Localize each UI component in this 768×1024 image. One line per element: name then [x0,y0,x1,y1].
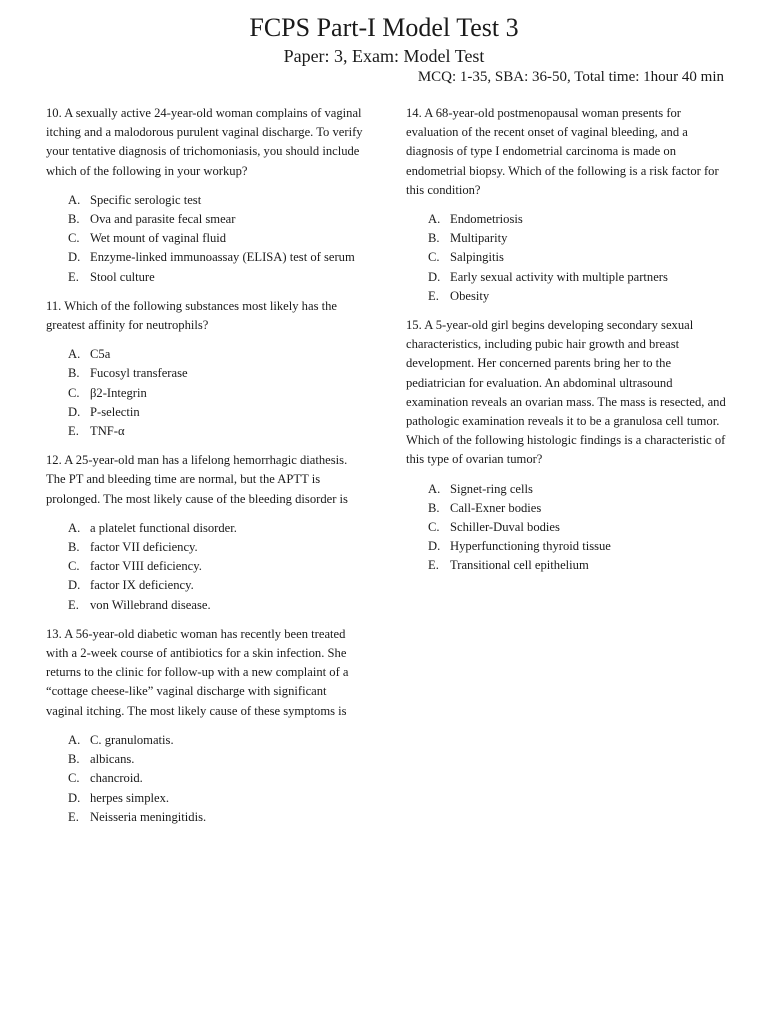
option-text: von Willebrand disease. [90,597,211,612]
option-item [68,789,364,808]
option-text: factor VII deficiency. [90,540,198,555]
option-text: Hyperfunctioning thyroid tissue [450,539,611,554]
option-item [428,229,728,248]
option-text: P-selectin [90,404,140,419]
option-text: Neisseria meningitidis. [90,809,207,824]
option-item [428,248,728,267]
question-11 [46,297,364,441]
question-10 [46,104,364,287]
option-item [68,538,364,557]
option-text: C. granulomatis. [90,732,174,747]
question-stem: 15. A 5-year-old girl begins developing secondary sexual characteristics, including pubic hair growth and breast development. Her concerned parents bring her to the pediatrician for evaluation. An abdominal ultrasound examination reveals an ovarian mass. The mass is resected, and pathologic examination reveals it to be a granulosa cell tumor. Which of the following histologic findings is a characteristic of this type of ovarian tumor? [406,318,726,467]
option-letter: B. [68,366,80,381]
option-letter: A. [68,732,81,747]
option-item [68,731,364,750]
option-item [428,268,728,287]
option-letter: B. [428,500,440,515]
option-letter: B. [428,231,440,246]
option-text: Early sexual activity with multiple partners [450,269,668,284]
option-list [46,191,364,287]
option-list [46,731,364,827]
option-text: Multiparity [450,231,508,246]
option-item [68,557,364,576]
option-item [68,403,364,422]
right-column [406,104,728,586]
page-title: FCPS Part-I Model Test 3 [249,13,519,42]
option-letter: B. [68,540,80,555]
page-subtitle: Paper: 3, Exam: Model Test [283,46,485,66]
option-list [406,210,728,306]
question-stem: 10. A sexually active 24-year-old woman complains of vaginal itching and a malodorous purulent vaginal discharge. To verify your tentative diagnosis of trichomoniasis, you should include which of the following in your workup? [46,106,363,178]
option-item [68,750,364,769]
question-stem: 14. A 68-year-old postmenopausal woman presents for evaluation of the recent onset of vaginal bleeding, and a diagnosis of type I endometrial carcinoma is made on endometrial biopsy. Which of the following is a risk factor for this condition? [406,106,719,197]
option-list [406,480,728,576]
option-item [68,268,364,287]
option-letter: D. [428,539,441,554]
option-text: Stool culture [90,269,155,284]
option-item [68,422,364,441]
option-item [68,210,364,229]
option-item [68,229,364,248]
option-text: TNF-α [90,424,125,439]
option-text: albicans. [90,752,135,767]
option-text: Salpingitis [450,250,504,265]
option-letter: C. [68,559,80,574]
option-item [68,191,364,210]
option-text: herpes simplex. [90,790,170,805]
option-item [68,808,364,827]
option-text: chancroid. [90,771,143,786]
option-letter: D. [68,578,81,593]
option-text: a platelet functional disorder. [90,520,237,535]
option-letter: E. [68,597,79,612]
option-item [428,287,728,306]
option-text: C5a [90,347,111,362]
question-15 [406,316,728,576]
option-letter: B. [68,212,80,227]
option-letter: C. [68,231,80,246]
option-item [428,480,728,499]
option-text: Enzyme-linked immunoassay (ELISA) test of serum [90,250,355,265]
exam-meta: MCQ: 1-35, SBA: 36-50, Total time: 1hour 40 min [417,69,724,85]
option-letter: D. [428,269,441,284]
option-letter: D. [68,404,81,419]
option-item [428,537,728,556]
option-letter: A. [428,212,441,227]
option-text: factor IX deficiency. [90,578,194,593]
option-text: Fucosyl transferase [90,366,188,381]
option-letter: C. [428,520,440,535]
option-letter: A. [68,192,81,207]
option-text: Specific serologic test [90,192,202,207]
option-letter: C. [428,250,440,265]
option-letter: E. [428,558,439,573]
option-letter: D. [68,250,81,265]
option-item [428,556,728,575]
option-text: Wet mount of vaginal fluid [90,231,227,246]
option-letter: E. [68,269,79,284]
option-text: Transitional cell epithelium [450,558,589,573]
option-item [68,364,364,383]
option-letter: A. [68,347,81,362]
option-letter: E. [68,424,79,439]
option-item [428,518,728,537]
option-letter: C. [68,771,80,786]
option-list [46,519,364,615]
option-item [68,248,364,267]
option-text: Schiller-Duval bodies [450,520,560,535]
option-item [68,769,364,788]
option-letter: A. [68,520,81,535]
option-item [428,499,728,518]
question-stem: 13. A 56-year-old diabetic woman has recently been treated with a 2-week course of antibiotics for a skin infection. She returns to the clinic for follow-up with a new complaint of a “cottage cheese-like” vaginal discharge with significant vaginal itching. The most likely cause of these symptoms is [46,626,349,718]
option-letter: E. [428,288,439,303]
question-14 [406,104,728,306]
option-item [68,384,364,403]
left-column [46,104,364,837]
option-text: Obesity [450,288,490,303]
option-text: Call-Exner bodies [450,500,542,515]
option-letter: D. [68,790,81,805]
option-item [428,210,728,229]
option-text: β2-Integrin [90,385,147,400]
option-text: factor VIII deficiency. [90,559,202,574]
option-item [68,596,364,615]
option-text: Signet-ring cells [450,481,533,496]
option-text: Endometriosis [450,212,523,227]
option-letter: B. [68,752,80,767]
option-letter: E. [68,809,79,824]
option-item [68,519,364,538]
question-stem: 12. A 25-year-old man has a lifelong hemorrhagic diathesis. The PT and bleeding time are normal, but the APTT is prolonged. The most likely cause of the bleeding disorder is [46,453,348,506]
question-stem: 11. Which of the following substances most likely has the greatest affinity for neutrophils? [46,298,338,333]
question-13 [46,625,364,827]
option-letter: C. [68,385,80,400]
option-list [46,345,364,441]
option-item [68,576,364,595]
option-item [68,345,364,364]
question-12 [46,451,364,615]
option-letter: A. [428,481,441,496]
option-text: Ova and parasite fecal smear [90,212,236,227]
